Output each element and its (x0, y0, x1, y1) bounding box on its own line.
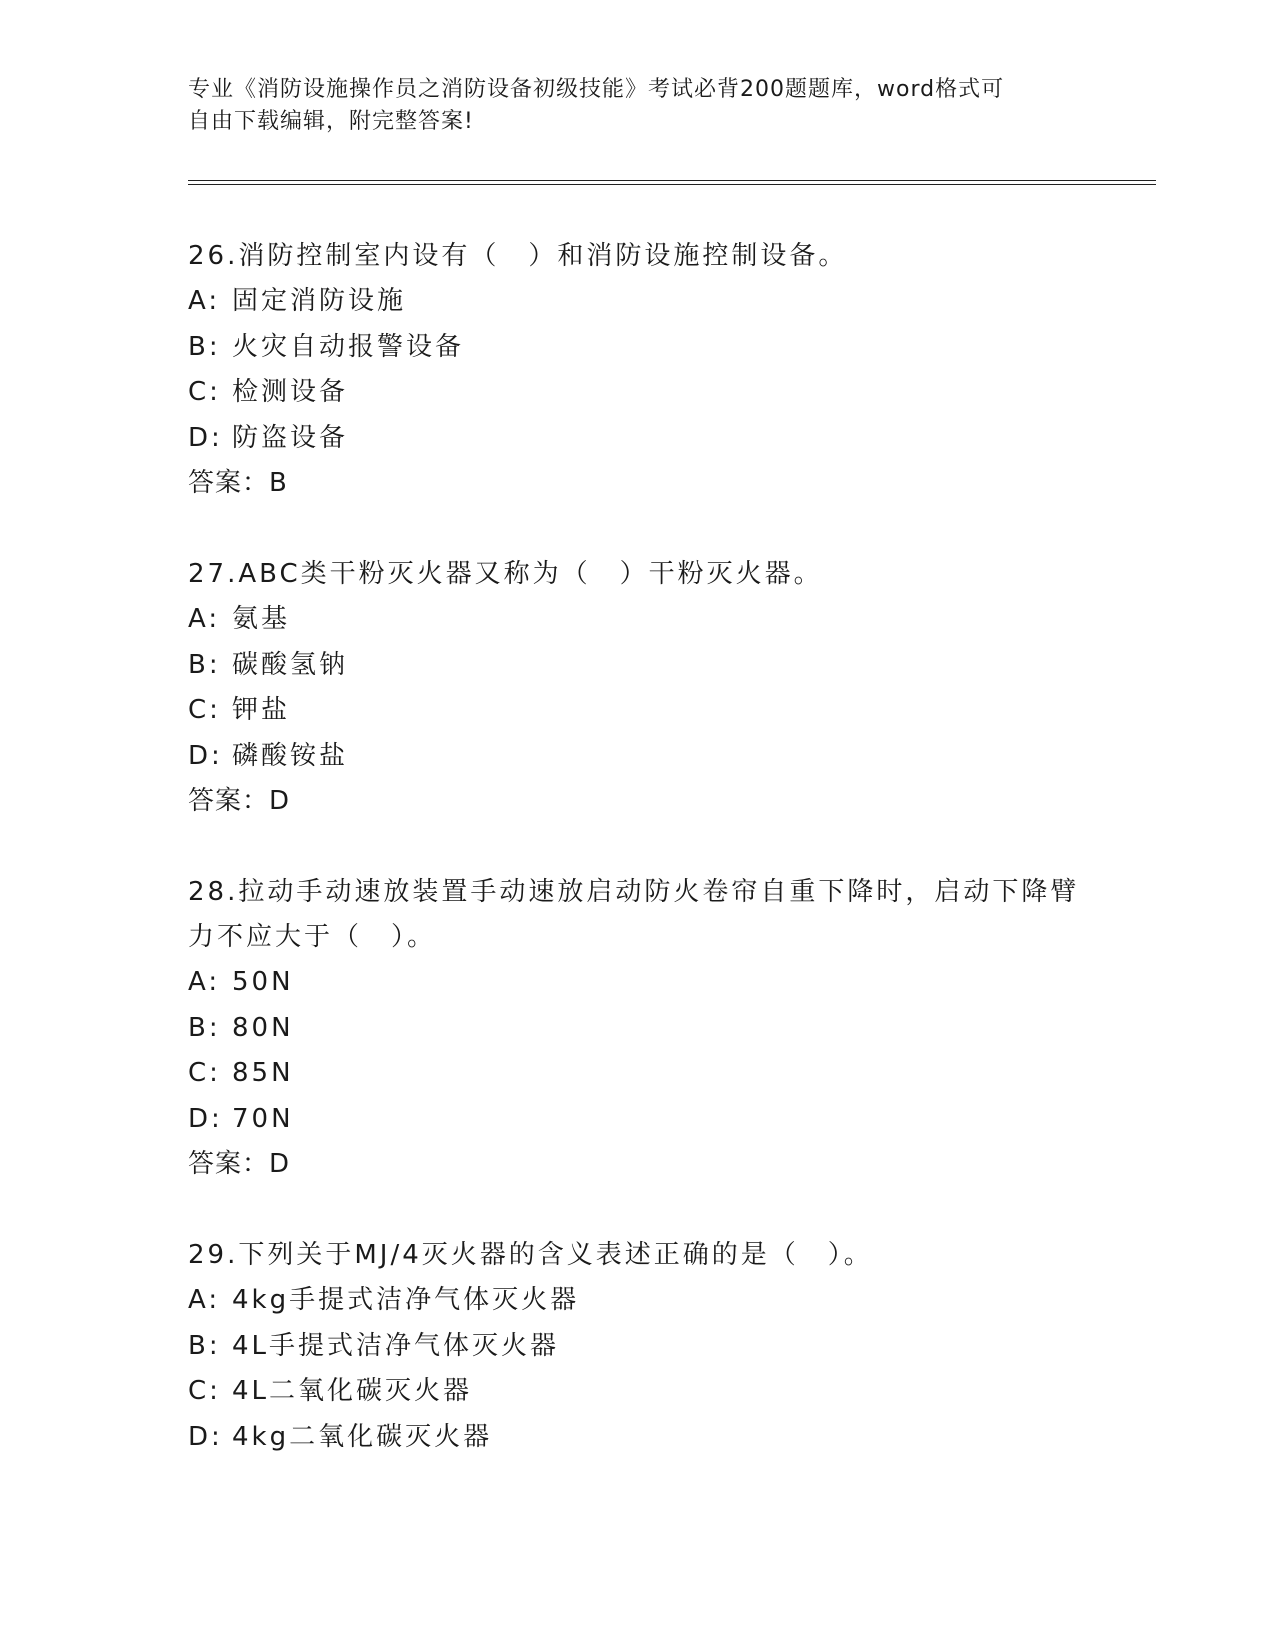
option-a (188, 960, 1088, 1006)
question-stem-line-2: 力不应大于（ ）。 (188, 922, 437, 952)
document-header (188, 74, 1088, 138)
option-text: 防盗设备 (232, 422, 349, 453)
option-letter: B: (188, 649, 221, 680)
option-letter: D: (188, 1421, 223, 1452)
option-a (188, 1278, 1088, 1324)
answer-key: 答案：D (188, 786, 291, 816)
option-a (188, 279, 1088, 325)
option-text: 70N (232, 1103, 294, 1134)
option-d (188, 416, 1088, 462)
header-divider-bottom (188, 184, 1156, 185)
answer-key: 答案：B (188, 468, 288, 498)
option-letter: A: (188, 604, 221, 634)
question-stem: 26.消防控制室内设有（ ）和消防设施控制设备。 (188, 241, 848, 271)
option-letter: C: (188, 377, 221, 407)
option-c (188, 1369, 1088, 1415)
option-b (188, 325, 1088, 371)
option-text: 碳酸氢钠 (232, 649, 349, 680)
option-text: 氨基 (232, 604, 291, 634)
option-letter: D: (188, 740, 223, 771)
option-text: 4kg二氧化碳灭火器 (232, 1421, 493, 1452)
header-line-2: 自由下载编辑，附完整答案! (188, 109, 474, 134)
option-letter: B: (188, 1330, 221, 1361)
question-stem: 29.下列关于MJ/4灭火器的含义表述正确的是（ ）。 (188, 1240, 873, 1270)
question-stem-line-1: 28.拉动手动速放装置手动速放启动防火卷帘自重下降时，启动下降臂 (188, 877, 1080, 907)
option-letter: A: (188, 1285, 221, 1315)
option-letter: A: (188, 967, 221, 997)
option-letter: B: (188, 331, 221, 362)
question-list (188, 234, 1088, 1506)
option-b (188, 1324, 1088, 1370)
option-text: 50N (232, 967, 294, 997)
option-b (188, 643, 1088, 689)
option-letter: D: (188, 422, 223, 453)
option-letter: C: (188, 1376, 221, 1406)
option-letter: D: (188, 1103, 223, 1134)
option-d (188, 734, 1088, 780)
option-text: 检测设备 (232, 377, 349, 407)
option-b (188, 1006, 1088, 1052)
question-29 (188, 1233, 1088, 1460)
option-d (188, 1097, 1088, 1143)
option-a (188, 597, 1088, 643)
header-line-1: 专业《消防设施操作员之消防设备初级技能》考试必背200题题库，word格式可 (188, 77, 1005, 102)
option-text: 85N (232, 1058, 294, 1088)
option-text: 磷酸铵盐 (232, 740, 349, 771)
option-letter: B: (188, 1012, 221, 1043)
option-c (188, 1051, 1088, 1097)
header-divider-top (188, 180, 1156, 181)
question-stem: 27.ABC类干粉灭火器又称为（ ）干粉灭火器。 (188, 559, 823, 589)
option-text: 80N (232, 1012, 294, 1043)
question-26 (188, 234, 1088, 506)
option-text: 4L二氧化碳灭火器 (232, 1376, 473, 1406)
option-letter: C: (188, 695, 221, 725)
option-text: 4kg手提式洁净气体灭火器 (232, 1285, 580, 1315)
option-text: 固定消防设施 (232, 286, 407, 316)
answer-key: 答案：D (188, 1149, 291, 1179)
option-text: 4L手提式洁净气体灭火器 (232, 1330, 560, 1361)
option-letter: A: (188, 286, 221, 316)
option-text: 火灾自动报警设备 (232, 331, 465, 362)
option-text: 钾盐 (232, 695, 291, 725)
option-d (188, 1415, 1088, 1461)
option-letter: C: (188, 1058, 221, 1088)
option-c (188, 688, 1088, 734)
question-27 (188, 552, 1088, 824)
question-28 (188, 870, 1088, 1187)
option-c (188, 370, 1088, 416)
